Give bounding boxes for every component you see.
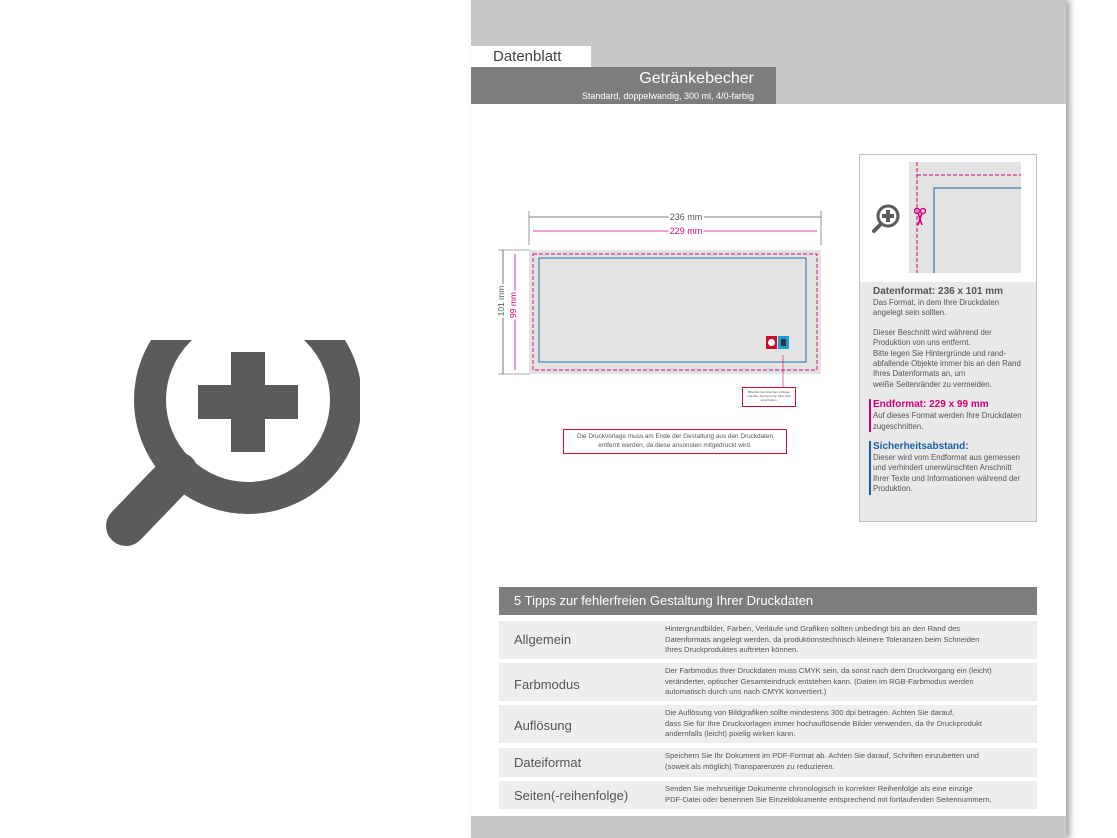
width-outer-label: 236 mm	[669, 212, 703, 222]
info-line: Produktion.	[873, 484, 913, 494]
height-outer-label: 101 mm	[496, 285, 506, 317]
info-line: Bitte legen Sie Hintergründe und rand-	[873, 348, 1007, 358]
tip-description: Speichern Sie Ihr Dokument im PDF-Format ab. Achten Sie darauf, Schriften einzubetten und (soweit als möglich) Transparenzen zu reduzieren.	[665, 751, 980, 771]
info-line: Dieser wird vom Endformat aus gemessen	[873, 453, 1020, 463]
info-line: Dieser Beschnitt wird während der	[873, 327, 992, 337]
tip-name: Auflösung	[514, 718, 572, 733]
beschnitt-block	[873, 328, 1036, 390]
zoom-in-icon[interactable]	[870, 203, 902, 235]
info-line: Ihrer Texte und Informationen während der	[873, 473, 1021, 483]
detail-preview	[860, 155, 1036, 282]
tip-description: Die Auflösung von Bildgrafiken sollte mindestens 300 dpi betragen. Achten Sie darauf, dass Sie für Ihre Druckvorlagen immer hochauflösende Bilder verwenden, da Ihr Druckprodukt andernfalls (leicht) pixelig wirken kann.	[665, 708, 982, 739]
tip-description: Der Farbmodus Ihrer Druckdaten muss CMYK sein, da sonst nach dem Druckvorgang ein (leicht) veränderter, optischer Gesamteindruck entstehen kann. (Daten im RGB-Farbmodus werden automatisch durch uns nach CMYK konvertiert.)	[665, 666, 992, 697]
note-remove-template-text: Die Druckvorlage muss am Ende der Gestaltung aus den Druckdaten entfernt werden, da diese ansonsten mitgedruckt wird.	[576, 433, 774, 449]
data-format-area	[529, 250, 821, 374]
zoom-in-icon[interactable]	[100, 340, 360, 550]
info-line: Das Format, in dem Ihre Druckdaten	[873, 298, 1000, 307]
datenformat-heading: Datenformat: 236 x 101 mm	[873, 286, 1004, 297]
info-line: Ihres Datenformats an, um	[873, 369, 966, 379]
product-subtitle: Standard, doppelwandig, 300 ml, 4/0-farbig	[581, 91, 754, 101]
info-line: und verhindert unerwünschten Anschnitt	[873, 463, 1012, 473]
tip-row-seiten	[499, 781, 1037, 809]
product-title: Getränkebecher	[639, 70, 754, 87]
width-inner-label: 229 mm	[669, 226, 703, 236]
datenformat-block	[873, 286, 1036, 319]
datasheet-tag: Datenblatt	[471, 46, 591, 67]
format-diagram	[490, 205, 840, 465]
note-symbols-text: Bitte hier Kennzeichen einfügen und/oder Symbole hier bitte nicht verschieben.	[747, 390, 791, 402]
info-line: abfallende Objekte immer bis an den Rand	[873, 359, 1021, 369]
tip-description: Senden Sie mehrseitige Dokumente chronologisch in korrekter Reihenfolge als eine einzige PDF-Datei oder benennen Sie Einzeldokumente entsprechend mit fortlaufenden Seitennummern.	[665, 784, 992, 804]
scissors-icon	[914, 207, 926, 229]
sicherheit-block	[869, 441, 1036, 495]
sicherheit-heading: Sicherheitsabstand:	[873, 441, 969, 453]
tip-name: Dateiformat	[514, 755, 582, 770]
info-line: weiße Seitenränder zu vermeiden.	[873, 379, 992, 389]
info-line: zugeschnitten.	[873, 421, 924, 431]
tip-name: Farbmodus	[514, 677, 580, 692]
height-inner-label: 99 mm	[508, 292, 518, 318]
tip-row-aufloesung	[499, 705, 1037, 743]
info-line: Produktion von uns entfernt.	[873, 338, 971, 348]
note-symbols	[742, 387, 796, 407]
title-bar	[471, 67, 776, 104]
tip-name: Allgemein	[514, 632, 572, 647]
tip-description: Hintergrundbilder, Farben, Verläufe und Grafiken sollten unbedingt bis an den Rand des Datenformats angelegt werden, da produktionstechnisch kleinere Toleranzen beim Schneiden Ihres Druckproduktes auftreten können.	[665, 624, 980, 655]
sheet-footer-band	[471, 816, 1066, 838]
note-remove-template	[563, 429, 787, 454]
tip-row-farbmodus	[499, 663, 1037, 701]
format-info-panel	[859, 154, 1037, 522]
tip-row-dateiformat	[499, 748, 1037, 777]
info-line: Auf dieses Format werden Ihre Druckdaten	[873, 411, 1022, 421]
endformat-heading: Endformat: 229 x 99 mm	[873, 399, 989, 411]
info-line: angelegt sein sollten.	[873, 308, 947, 318]
tip-row-allgemein	[499, 621, 1037, 659]
endformat-block	[869, 399, 1036, 432]
format-info-text	[873, 286, 1036, 504]
tip-name: Seiten(-reihenfolge)	[514, 788, 629, 803]
tips-heading: 5 Tipps zur fehlerfreien Gestaltung Ihrer Druckdaten	[499, 587, 1037, 615]
